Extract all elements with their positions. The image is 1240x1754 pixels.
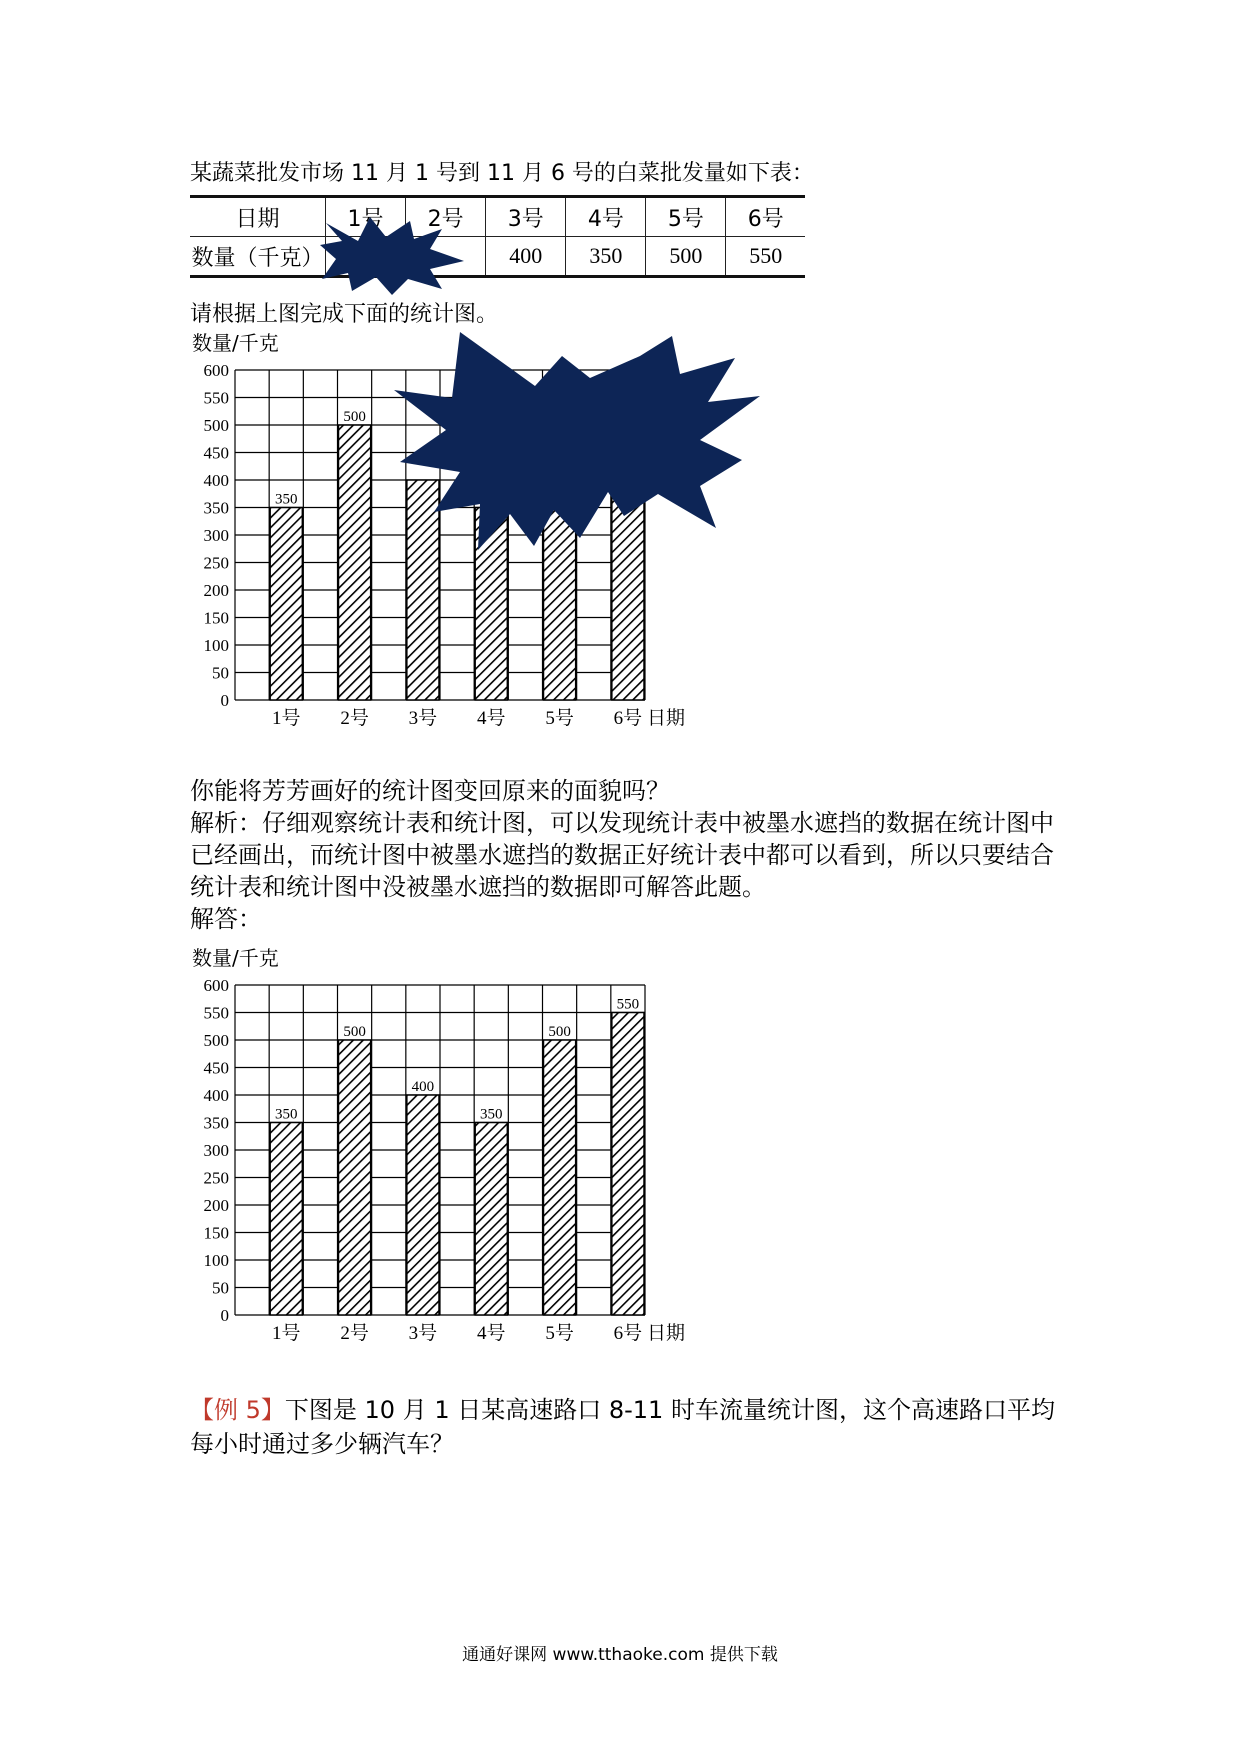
y-tick-label: 300 [203, 526, 229, 545]
y-tick-label: 250 [203, 1168, 229, 1188]
bar [270, 508, 302, 701]
x-tick-label: 3号 [408, 1323, 438, 1344]
table-day-cell: 3号 [486, 197, 566, 237]
y-tick-label: 100 [203, 636, 229, 655]
footer: 通通好课网 www.tthaoke.com 提供下载 [462, 1645, 778, 1665]
y-tick-label: 350 [203, 498, 229, 518]
data-label: 550 [616, 996, 640, 1013]
table-day-cell: 5号 [646, 197, 726, 237]
y-tick-label: 50 [212, 1278, 229, 1298]
bar [544, 1040, 576, 1315]
chart-ink-blot [390, 328, 760, 558]
bar [612, 1013, 644, 1316]
x-axis-label: 日期 [647, 1322, 686, 1344]
y-axis-label: 数量/千克 [192, 946, 279, 970]
y-tick-label: 0 [220, 691, 229, 710]
y-tick-label: 600 [203, 361, 229, 380]
y-tick-label: 50 [212, 663, 229, 683]
y-tick-label: 550 [203, 1003, 229, 1023]
solution-text [190, 775, 1070, 935]
x-tick-label: 4号 [476, 708, 506, 729]
x-tick-label: 4号 [476, 1323, 506, 1344]
chart-2 [180, 945, 800, 1385]
data-label: 350 [275, 1106, 298, 1123]
bar [339, 425, 371, 700]
table-day-cell: 1号 [326, 197, 406, 237]
x-tick-label: 2号 [340, 1323, 369, 1344]
table-day-cell: 6号 [726, 197, 805, 237]
y-tick-label: 500 [203, 416, 229, 435]
question-text: 你能将芳芳画好的统计图变回原来的面貌吗？ [190, 777, 670, 805]
y-tick-label: 450 [203, 443, 229, 463]
table-header-label: 日期 [190, 197, 326, 237]
x-tick-label: 2号 [340, 708, 369, 729]
table-value-cell: 500 [646, 237, 726, 277]
ink-blot-shape [394, 332, 760, 550]
data-table [190, 195, 805, 278]
y-tick-label: 600 [203, 976, 229, 995]
x-axis-label: 日期 [647, 707, 686, 729]
table-value-row [190, 237, 805, 277]
answer-label: 解答： [190, 905, 262, 933]
table-value-cell: 350 [566, 237, 646, 277]
x-tick-label: 1号 [271, 1323, 301, 1344]
table-row-label: 数量（千克） [190, 237, 326, 277]
x-tick-label: 1号 [271, 708, 301, 729]
y-tick-label: 350 [203, 1113, 229, 1133]
example-tag: 【例 5】 [190, 1396, 285, 1424]
data-label: 400 [411, 1079, 435, 1095]
bar [407, 1095, 439, 1315]
data-label: 500 [548, 1024, 571, 1040]
y-tick-label: 500 [203, 1031, 229, 1050]
table-day-cell: 2号 [406, 197, 486, 237]
y-tick-label: 300 [203, 1141, 229, 1160]
x-tick-label: 5号 [545, 1323, 574, 1344]
bar [339, 1040, 371, 1315]
y-axis-label: 数量/千克 [192, 331, 279, 355]
x-tick-label: 3号 [408, 708, 438, 729]
instruction-text: 请根据上图完成下面的统计图。 [190, 302, 499, 327]
example-text: 下图是 10 月 1 日某高速路口 8-11 时车流量统计图，这个高速路口平均每小时通过多少辆汽车？ [190, 1396, 1055, 1458]
y-tick-label: 400 [203, 471, 229, 490]
y-tick-label: 150 [203, 1223, 229, 1243]
analysis-text: 解析：仔细观察统计表和统计图，可以发现统计表中被墨水遮挡的数据在统计图中已经画出，而统计图中被墨水遮挡的数据正好统计表中都可以看到，所以只要结合统计表和统计图中没被墨水遮挡的数据即可解答此题。 [190, 809, 1054, 901]
table-day-cell: 4号 [566, 197, 646, 237]
table-value-cell: 550 [726, 237, 805, 277]
y-tick-label: 550 [203, 388, 229, 408]
x-tick-label: 5号 [545, 708, 574, 729]
data-label: 500 [343, 1024, 366, 1040]
bar [270, 1123, 302, 1316]
table-value-cell: 400 [486, 237, 566, 277]
y-tick-label: 150 [203, 608, 229, 628]
example-5 [190, 1393, 1070, 1461]
table-header-row [190, 197, 805, 237]
y-tick-label: 200 [203, 581, 229, 600]
data-label: 350 [275, 491, 298, 508]
data-label: 350 [480, 1106, 503, 1123]
table-ink-blot [318, 215, 468, 295]
y-tick-label: 450 [203, 1058, 229, 1078]
x-tick-label: 6号 [613, 1323, 643, 1344]
bar [475, 1123, 507, 1316]
y-tick-label: 250 [203, 553, 229, 573]
y-tick-label: 0 [220, 1306, 229, 1325]
x-tick-label: 6号 [613, 708, 643, 729]
ink-blot-shape [320, 217, 464, 295]
y-tick-label: 400 [203, 1086, 229, 1105]
intro-text: 某蔬菜批发市场 11 月 1 号到 11 月 6 号的白菜批发量如下表： [190, 161, 814, 186]
y-tick-label: 200 [203, 1196, 229, 1215]
y-tick-label: 100 [203, 1251, 229, 1270]
data-label: 500 [343, 409, 366, 425]
